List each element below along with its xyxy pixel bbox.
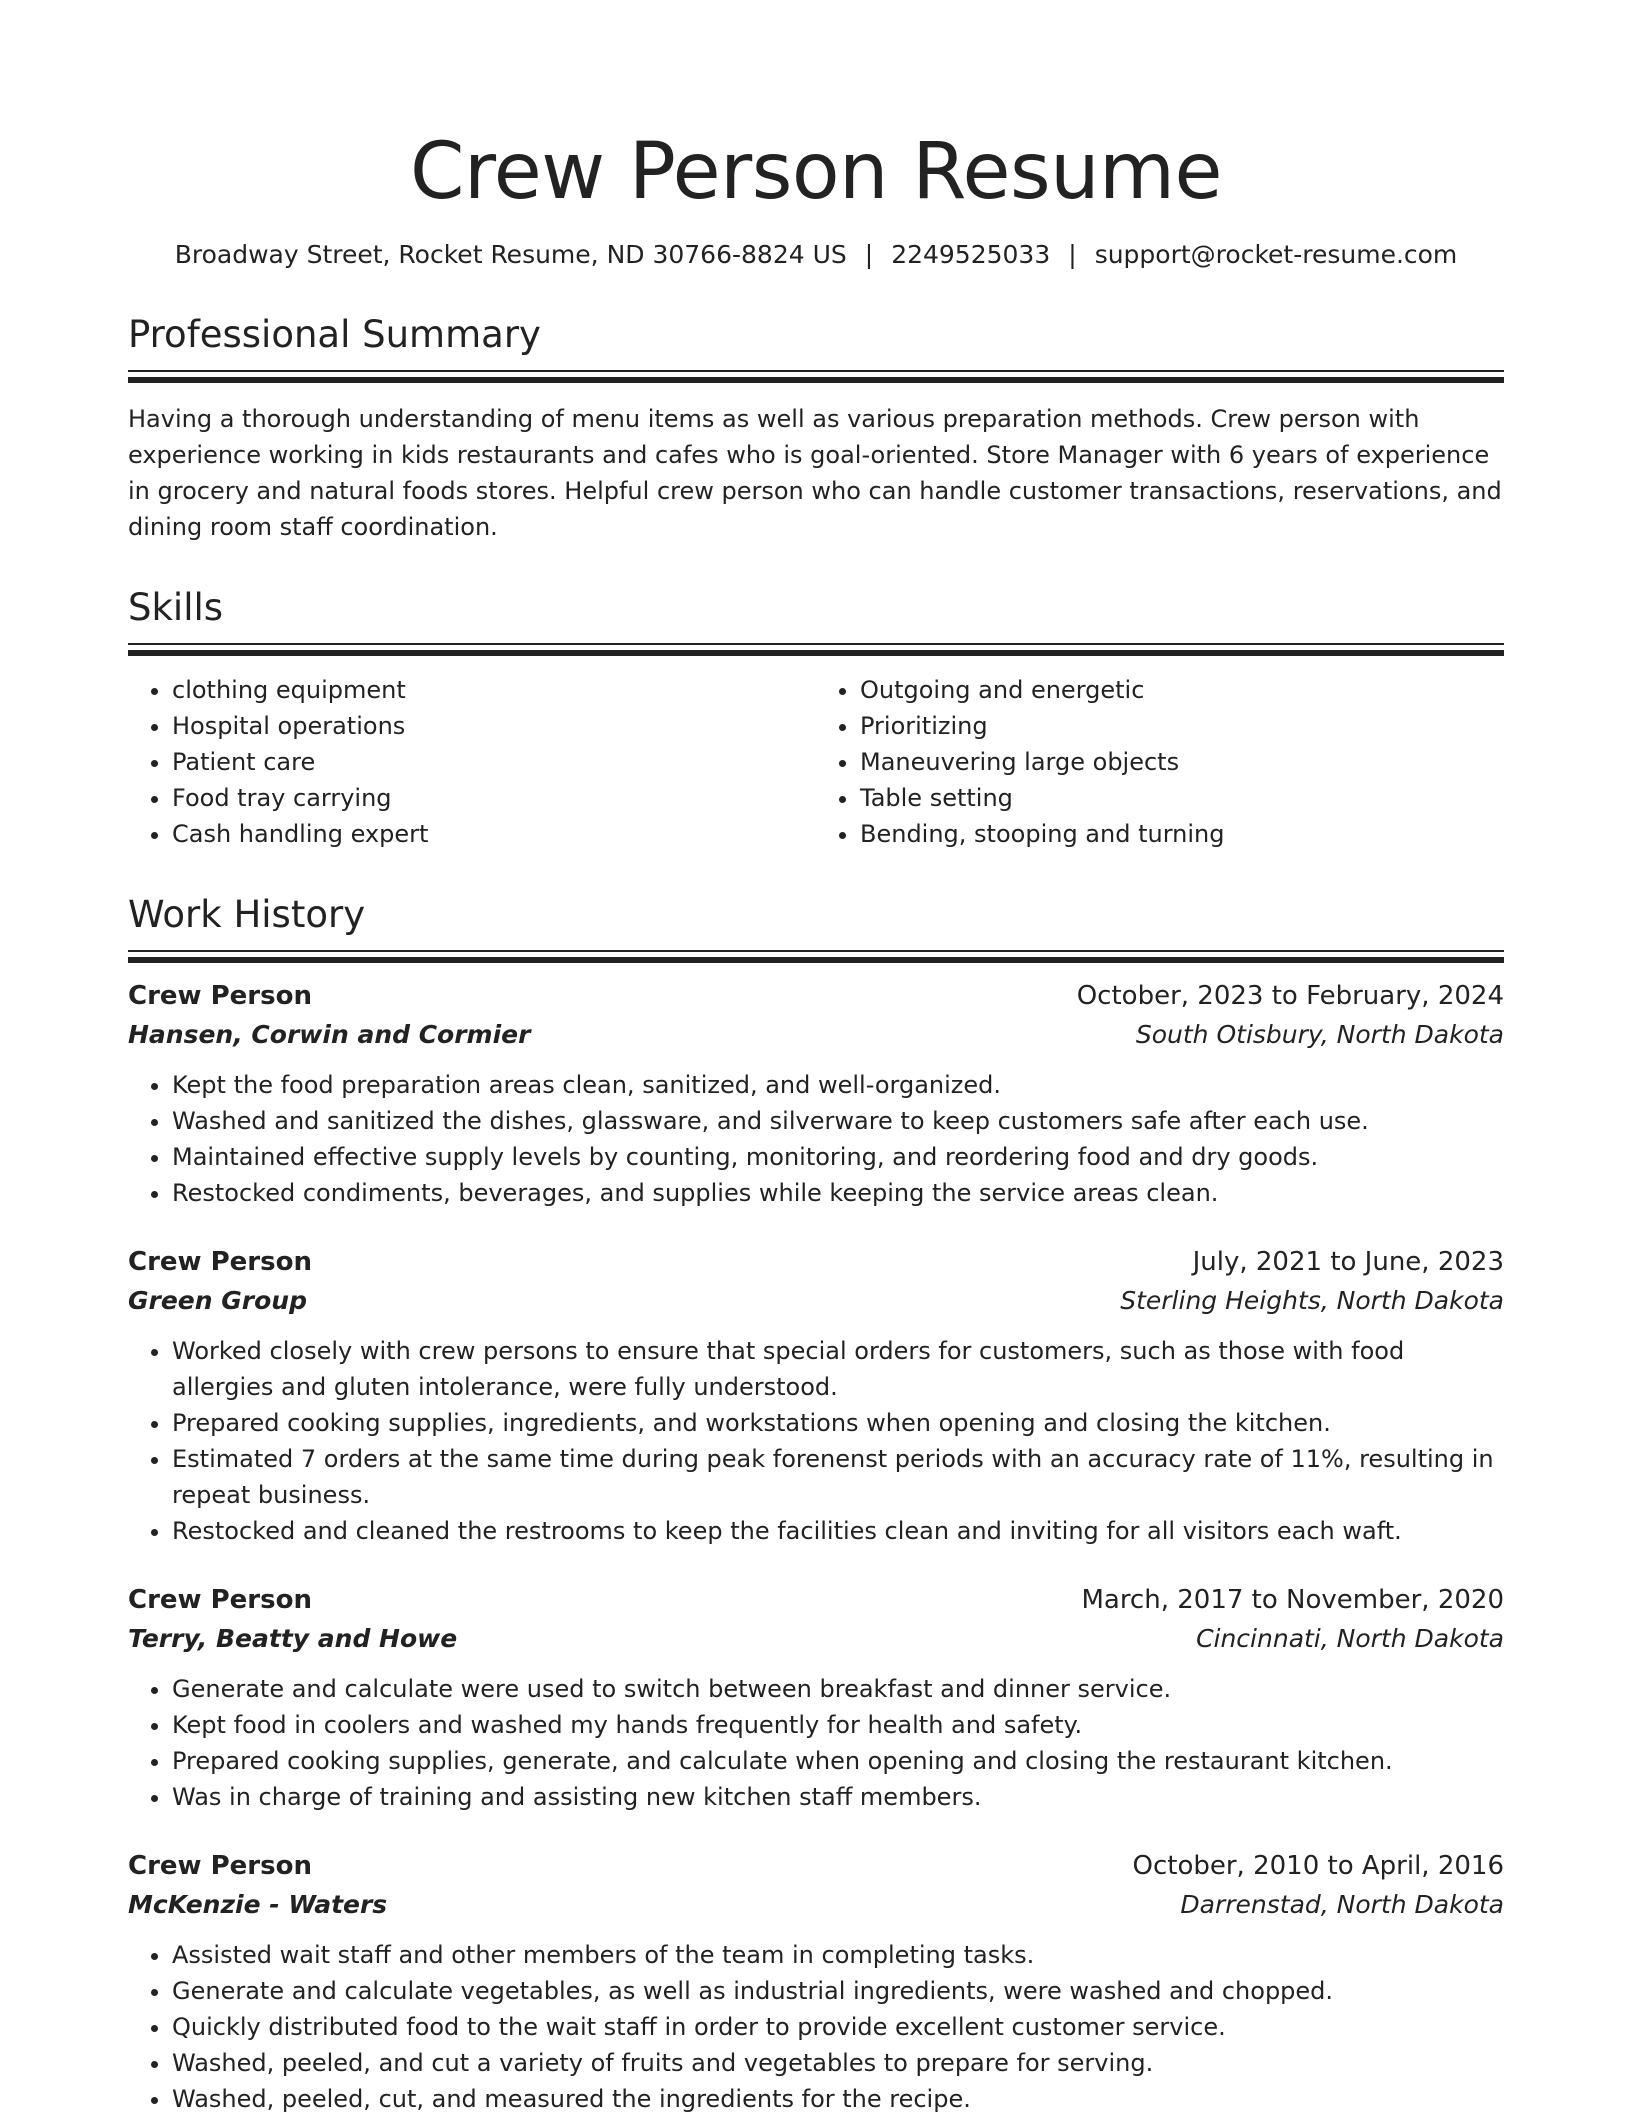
job-dates: March, 2017 to November, 2020 [1081,1585,1504,1615]
skills-column-left [128,672,816,852]
skill-item: • Maneuvering large objects [860,744,1504,780]
job-entry [128,1847,1504,2117]
job-bullet: • Restocked condiments, beverages, and supplies while keeping the service areas clean. [172,1175,1504,1211]
job-bullet: • Was in charge of training and assisting new kitchen staff members. [172,1779,1504,1815]
contact-email: support@rocket-resume.com [1094,240,1458,269]
job-bullet: • Estimated 7 orders at the same time during peak forenenst periods with an accuracy rate of 11%, resulting in repeat business. [172,1441,1504,1513]
work-heading: Work History [128,893,366,936]
contact-address: Broadway Street, Rocket Resume, ND 30766-8824 US [174,240,847,269]
job-bullets [128,1937,1504,2117]
skill-item: • Prioritizing [860,708,1504,744]
job-title: Crew Person [128,1851,312,1881]
job-bullet: • Generate and calculate vegetables, as well as industrial ingredients, were washed and chopped. [172,1973,1504,2009]
section-divider [128,643,1504,656]
contact-separator: | [1068,240,1077,269]
job-company: Hansen, Corwin and Cormier [128,1020,531,1049]
contact-separator: | [864,240,874,269]
job-entry [128,1243,1504,1549]
contact-phone: 2249525033 [891,240,1051,269]
job-location: Cincinnati, North Dakota [1196,1624,1504,1653]
job-company: Terry, Beatty and Howe [128,1624,458,1653]
job-bullets [128,1671,1504,1815]
job-company: McKenzie - Waters [128,1890,388,1919]
job-bullet: • Maintained effective supply levels by counting, monitoring, and reordering food and dry goods. [172,1139,1504,1175]
job-bullet: • Quickly distributed food to the wait staff in order to provide excellent customer service. [172,2009,1504,2045]
job-location: South Otisbury, North Dakota [1135,1020,1504,1049]
job-company: Green Group [128,1286,307,1315]
job-entry [128,977,1504,1211]
job-dates: October, 2010 to April, 2016 [1132,1851,1504,1881]
job-dates: July, 2021 to June, 2023 [1192,1247,1504,1277]
job-bullet: • Restocked and cleaned the restrooms to keep the facilities clean and inviting for all visitors each waft. [172,1513,1504,1549]
skills-list [128,672,1504,852]
skill-item: • Outgoing and energetic [860,672,1504,708]
skill-item: • Cash handling expert [172,816,816,852]
contact-line [128,238,1504,272]
job-bullet: • Washed and sanitized the dishes, glassware, and silverware to keep customers safe after each use. [172,1103,1504,1139]
job-bullet: • Prepared cooking supplies, generate, and calculate when opening and closing the restaurant kitchen. [172,1743,1504,1779]
skill-item: • Table setting [860,780,1504,816]
job-bullets [128,1333,1504,1549]
job-bullet: • Prepared cooking supplies, ingredients, and workstations when opening and closing the kitchen. [172,1405,1504,1441]
section-divider [128,950,1504,963]
job-bullet: • Assisted wait staff and other members of the team in completing tasks. [172,1937,1504,1973]
job-bullet: • Kept food in coolers and washed my hands frequently for health and safety. [172,1707,1504,1743]
summary-text: Having a thorough understanding of menu items as well as various preparation methods. Crew person with experience working in kids restaurants and cafes who is goal-oriented. Store Manager with 6 years of experience in grocery and natural foods stores. Helpful crew person who can handle customer transactions, reservations, and dining room staff coordination. [128,405,1502,541]
job-title: Crew Person [128,1247,312,1277]
section-divider [128,370,1504,383]
summary-heading: Professional Summary [128,313,541,356]
job-bullets [128,1067,1504,1211]
skills-column-right [816,672,1504,852]
job-location: Darrenstad, North Dakota [1180,1890,1504,1919]
skill-item: • Food tray carrying [172,780,816,816]
skill-item: • Hospital operations [172,708,816,744]
skill-item: • Patient care [172,744,816,780]
job-bullet: • Worked closely with crew persons to ensure that special orders for customers, such as those with food allergies and gluten intolerance, were fully understood. [172,1333,1504,1405]
skills-heading: Skills [128,586,224,629]
job-bullet: • Kept the food preparation areas clean, sanitized, and well-organized. [172,1067,1504,1103]
job-title: Crew Person [128,1585,312,1615]
job-bullet: • Washed, peeled, cut, and measured the ingredients for the recipe. [172,2081,1504,2117]
job-title: Crew Person [128,981,312,1011]
skill-item: • Bending, stooping and turning [860,816,1504,852]
job-dates: October, 2023 to February, 2024 [1076,981,1504,1011]
skill-item: • clothing equipment [172,672,816,708]
page-title: Crew Person Resume [409,127,1223,217]
resume-page [128,0,1504,2117]
job-bullet: • Washed, peeled, and cut a variety of fruits and vegetables to prepare for serving. [172,2045,1504,2081]
job-bullet: • Generate and calculate were used to switch between breakfast and dinner service. [172,1671,1504,1707]
job-entry [128,1581,1504,1815]
job-location: Sterling Heights, North Dakota [1120,1286,1504,1315]
